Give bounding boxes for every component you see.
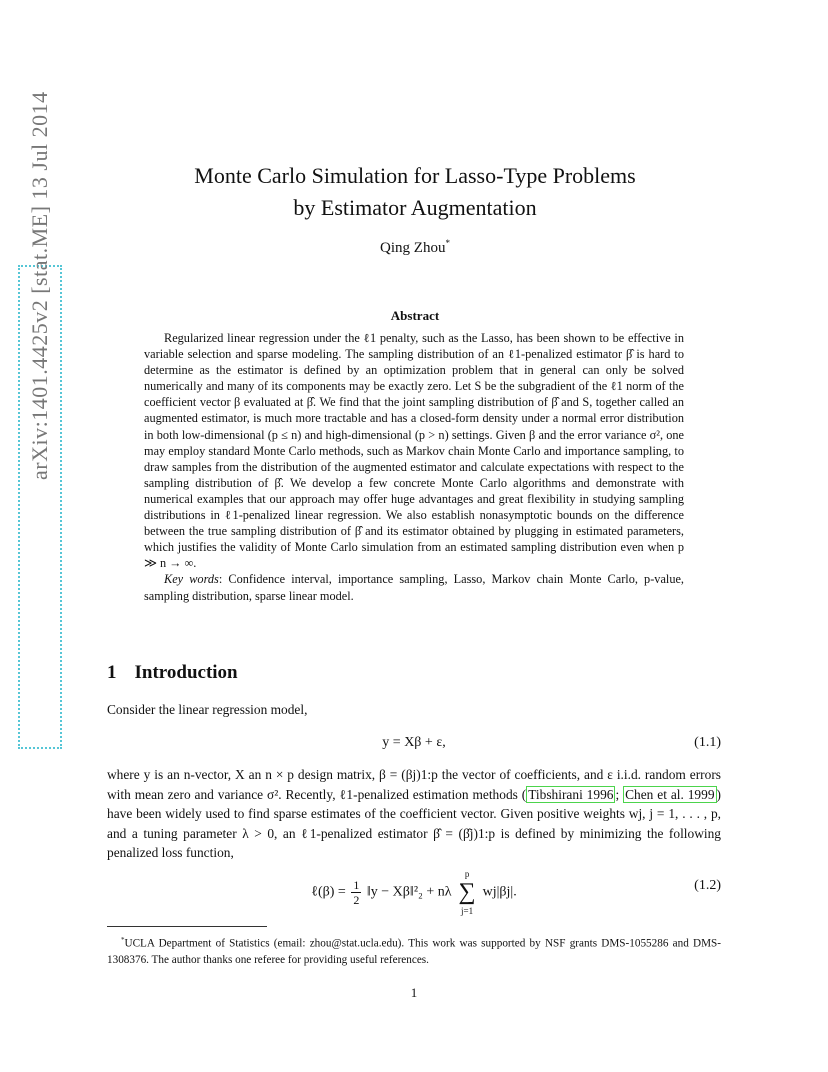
paper-title <box>150 160 680 224</box>
footnote-mark: * <box>121 936 125 944</box>
abstract-text: Regularized linear regression under the ℓ1 penalty, such as the Lasso, has been shown to be effective in variable selection and sparse modeling. The sampling distribution of an ℓ1-penalized estimator β̂ is hard to determine as the estimator is defined by an optimization problem that in general can only be solved numerically and many of its components may be exactly zero. Let S be the subgradient of the ℓ1 norm of the coefficient vector β evaluated at β̂. We find that the joint sampling distribution of β̂ and S, together called an augmented estimator, is much more tractable and has a closed-form density under a normal error distribution in both low-dimensional (p ≤ n) and high-dimensional (p > n) settings. Given β and the error variance σ², one may employ standard Monte Carlo methods, such as Markov chain Monte Carlo and importance sampling, to draw samples from the distribution of the augmented estimator and calculate expectations with respect to the sampling distribution of β̂. We develop a few concrete Monte Carlo algorithms and demonstrate with numerical examples that our approach may offer huge advantages and great flexibility in studying sampling distributions in ℓ1-penalized linear regression. We also establish nonasymptotic bounds on the difference between the true sampling distribution of β̂ and its estimator obtained by plugging in estimated parameters, which justifies the validity of Monte Carlo simulation from an estimated sampling distribution even when p ≫ n → ∞. <box>144 331 684 571</box>
keywords-list: : Confidence interval, importance sampling, Lasso, Markov chain Monte Carlo, p-value, sampling distribution, sparse linear model. <box>144 572 684 603</box>
sum-upper-limit: p <box>464 869 470 879</box>
section-number: 1 <box>107 662 117 683</box>
footnote-rule <box>107 926 267 927</box>
intro-paragraph-2 <box>107 765 721 863</box>
citation-chen[interactable]: Chen et al. 1999 <box>625 786 715 802</box>
abstract-heading: Abstract <box>390 308 440 323</box>
section-title: Introduction <box>134 662 238 683</box>
section-heading <box>107 662 238 684</box>
eq2-rhs: wj|βj|. <box>482 884 517 900</box>
keywords-label: Key words <box>164 572 219 587</box>
footnote <box>107 932 721 968</box>
abstract <box>144 330 684 604</box>
intro-paragraph-1: Consider the linear regression model, <box>107 702 308 717</box>
eq2-fraction <box>351 878 361 907</box>
eq2-lhs: ℓ(β) = <box>311 884 346 900</box>
eq2-fraction-denominator: 2 <box>353 893 360 907</box>
keywords <box>144 571 684 603</box>
title-line-2: by Estimator Augmentation <box>293 195 537 220</box>
author-footnote-mark[interactable]: * <box>445 238 450 248</box>
equation-1-2-body <box>107 869 721 916</box>
summation-symbol: p ∑ j=1 <box>455 881 479 904</box>
footnote-text: UCLA Department of Statistics (email: zhou@stat.ucla.edu). This work was supported by NSF grants DMS-1055286 and DMS-1308376. The author thanks one referee for providing useful references. <box>107 937 721 966</box>
author <box>300 238 530 257</box>
citation-separator: ; <box>615 786 624 802</box>
equation-1-2-number: (1.2) <box>694 878 721 893</box>
eq2-fraction-numerator: 1 <box>353 878 360 892</box>
equation-1-1-body: y = Xβ + ε, <box>382 735 446 750</box>
citation-tibshirani[interactable]: Tibshirani 1996 <box>528 786 614 802</box>
intro-p2-text-a: where y is an n-vector, X an n × p design matrix, β = (βj)1:p the vector of coefficients, and ε i.i.d. random errors with mean zero and variance σ². Recently, ℓ1-penalized estimation methods ( <box>107 767 721 802</box>
title-line-1: Monte Carlo Simulation for Lasso-Type Problems <box>194 163 636 188</box>
eq2-middle: ‖y − Xβ‖²₂ + nλ <box>366 884 452 900</box>
equation-1-1-number: (1.1) <box>694 735 721 750</box>
author-name: Qing Zhou <box>380 240 446 256</box>
page-number: 1 <box>410 985 418 1000</box>
intro-p2-text-b: ) have been widely used to find sparse estimates of the coefficient vector. Given positive weights wj, j = 1, . . . , p, and a tuning parameter λ > 0, an ℓ1-penalized estimator β̂ = (β̂j)1:p is defined by minimizing the following penalized loss function, <box>107 786 721 860</box>
arxiv-identifier[interactable]: arXiv:1401.4425v2 [stat.ME] 13 Jul 2014 <box>27 91 52 480</box>
sum-lower-limit: j=1 <box>461 906 474 916</box>
